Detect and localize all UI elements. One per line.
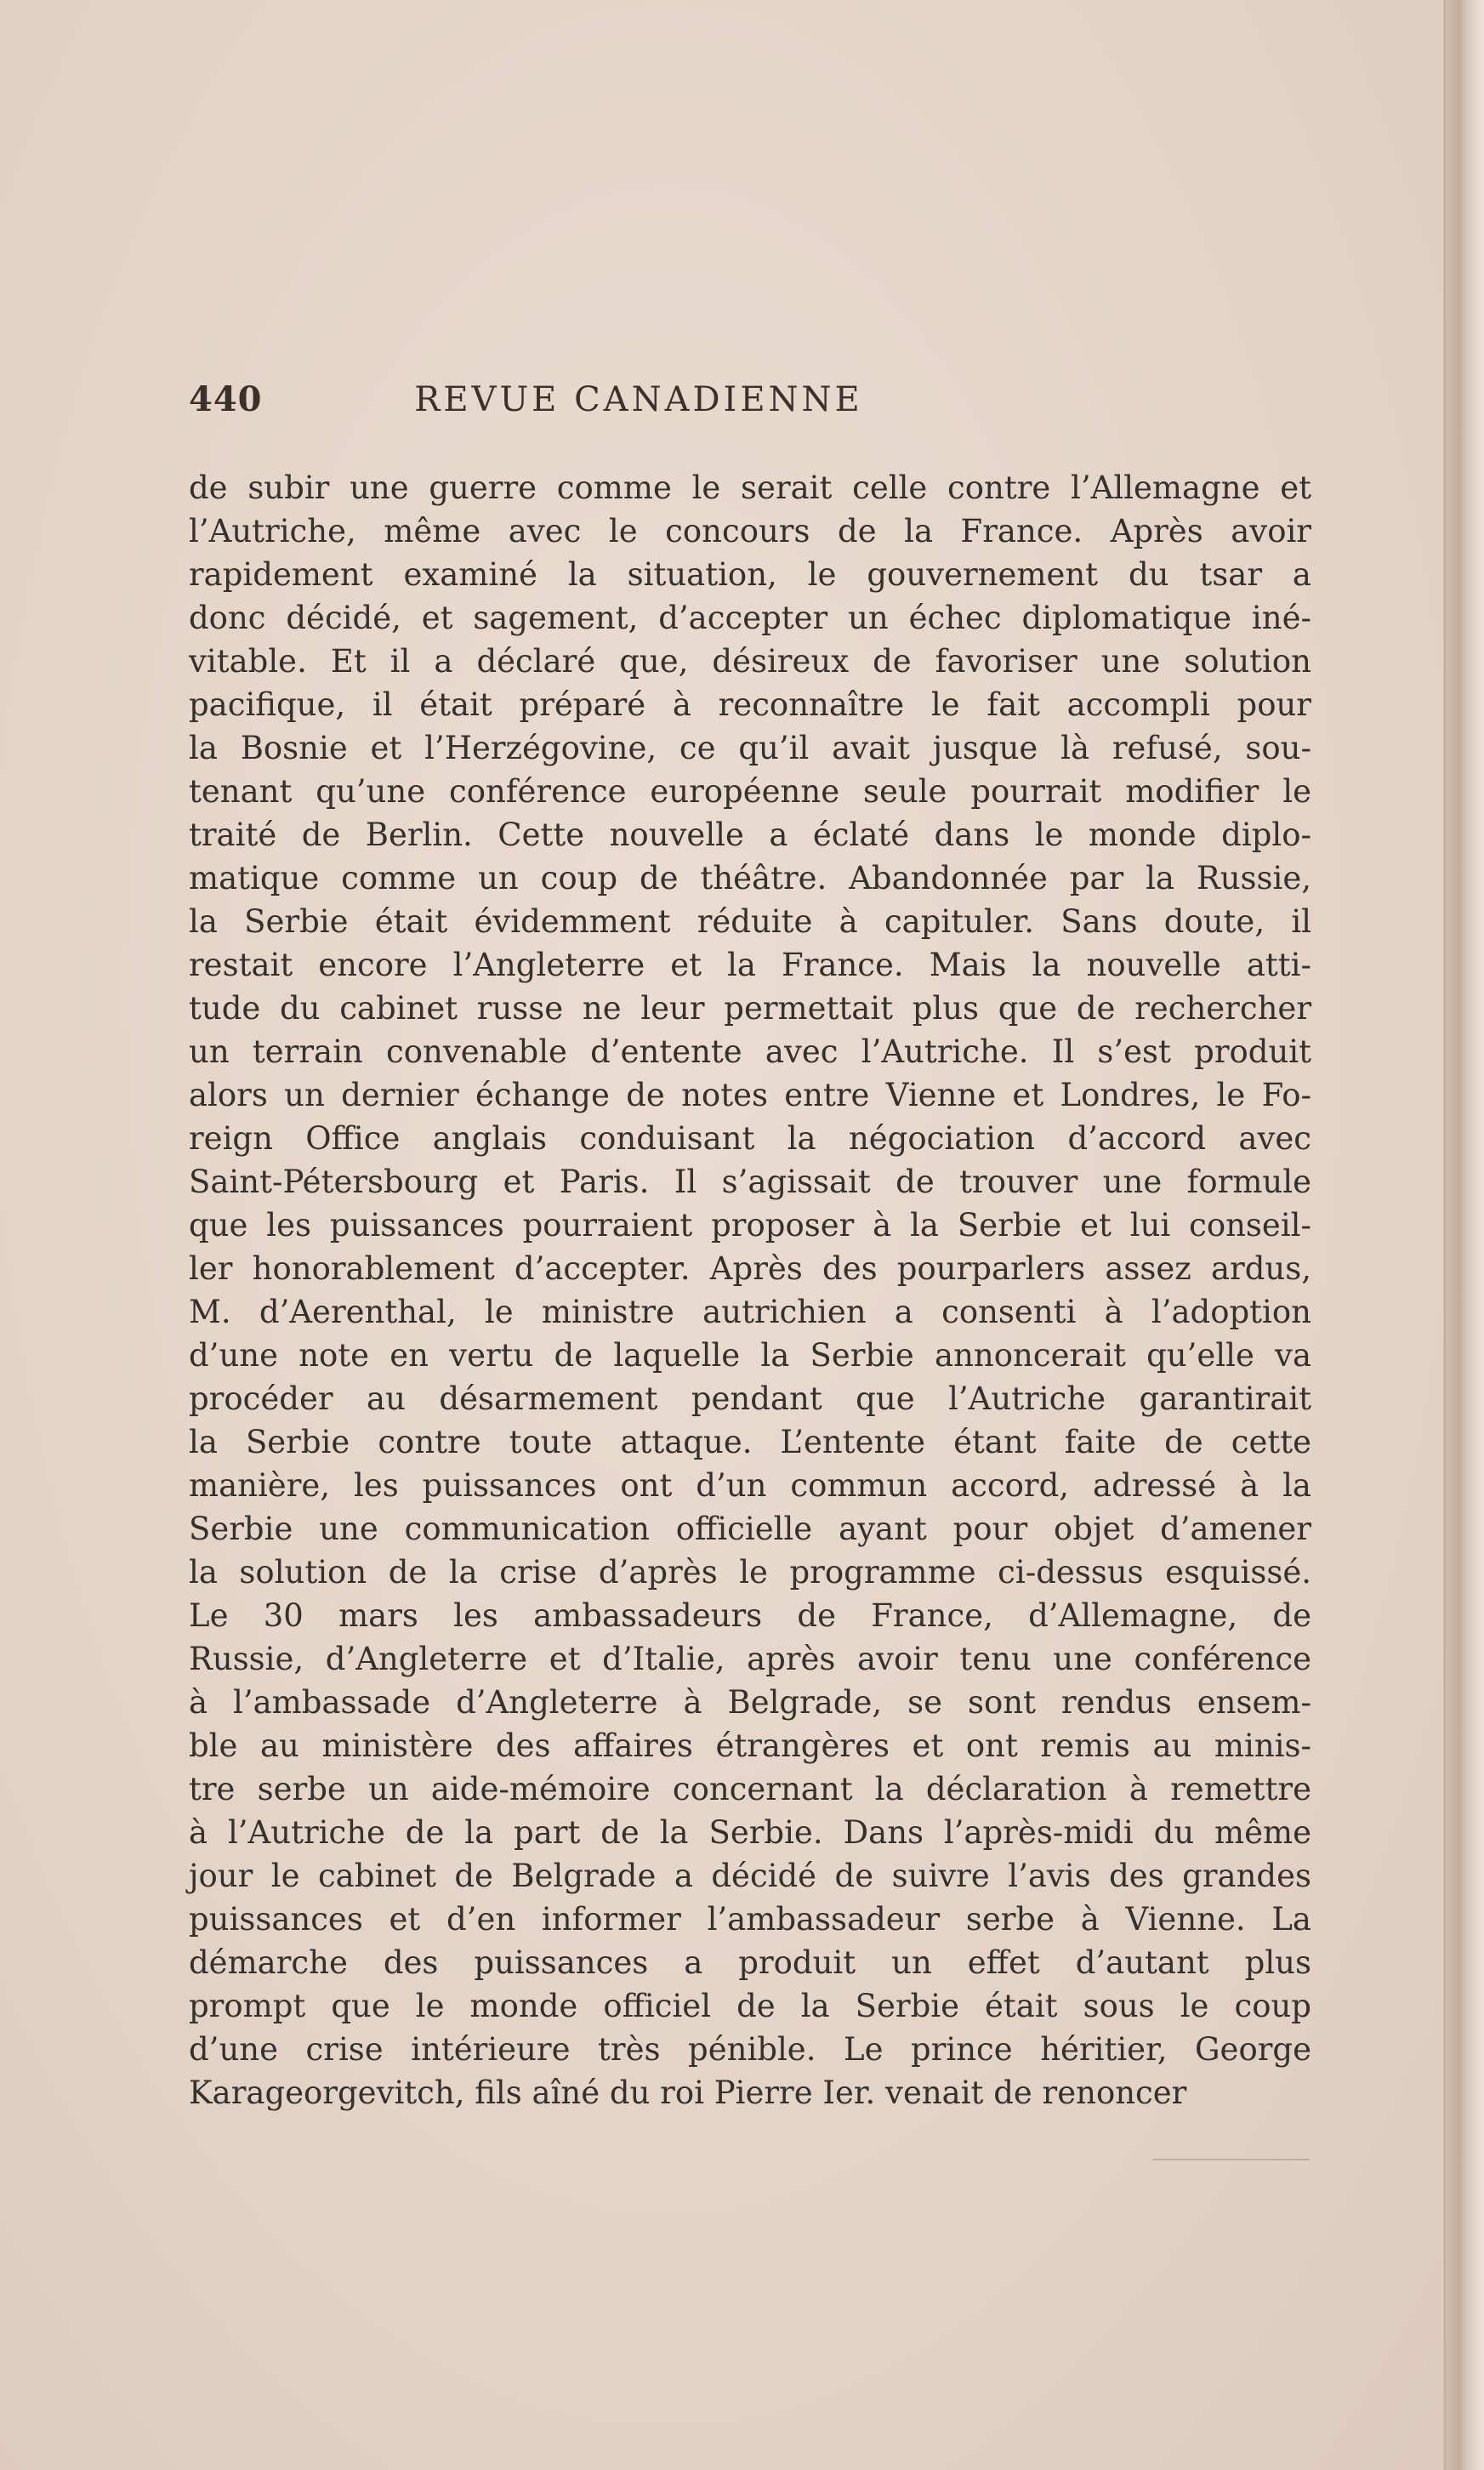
- page-edge-line: [1444, 0, 1446, 2470]
- text-line: la solution de la crise d’après le programme ci-dessus esquissé.: [189, 1554, 1311, 1591]
- page-edge-shadow: [1443, 0, 1484, 2470]
- text-line: restait encore l’Angleterre et la France. Mais la nouvelle atti-: [189, 947, 1311, 983]
- text-line: la Bosnie et l’Herzégovine, ce qu’il avait jusque là refusé, sou-: [189, 730, 1311, 766]
- text-line: traité de Berlin. Cette nouvelle a éclaté dans le monde diplo-: [189, 817, 1311, 853]
- text-line: tre serbe un aide-mémoire concernant la déclaration à remettre: [189, 1771, 1311, 1807]
- text-line: matique comme un coup de théâtre. Abandonnée par la Russie,: [189, 860, 1311, 896]
- text-line: la Serbie contre toute attaque. L’entente étant faite de cette: [189, 1424, 1311, 1460]
- text-line: jour le cabinet de Belgrade a décidé de suivre l’avis des grandes: [189, 1858, 1311, 1894]
- text-line: la Serbie était évidemment réduite à capituler. Sans doute, il: [189, 903, 1311, 940]
- body-text: [189, 466, 1311, 2114]
- text-line: tenant qu’une conférence européenne seule pourrait modifier le: [189, 773, 1311, 810]
- text-line: vitable. Et il a déclaré que, désireux de favoriser une solution: [189, 643, 1311, 680]
- text-line: de subir une guerre comme le serait celle contre l’Allemagne et: [189, 470, 1311, 506]
- text-line: ble au ministère des affaires étrangères et ont remis au minis-: [189, 1727, 1311, 1764]
- text-line: procéder au désarmement pendant que l’Autriche garantirait: [189, 1380, 1311, 1417]
- text-line: un terrain convenable d’entente avec l’Autriche. Il s’est produit: [189, 1033, 1311, 1070]
- text-line: pacifique, il était préparé à reconnaître le fait accompli pour: [189, 686, 1311, 723]
- text-line: puissances et d’en informer l’ambassadeur serbe à Vienne. La: [189, 1901, 1311, 1938]
- text-line: démarche des puissances a produit un effet d’autant plus: [189, 1944, 1311, 1981]
- running-head: [189, 373, 978, 427]
- text-line: manière, les puissances ont d’un commun accord, adressé à la: [189, 1467, 1311, 1504]
- text-line: Karageorgevitch, fils aîné du roi Pierre Ier. venait de renoncer: [189, 2074, 1187, 2111]
- text-line: Le 30 mars les ambassadeurs de France, d’Allemagne, de: [189, 1597, 1311, 1634]
- print-mark: [1152, 2150, 1310, 2160]
- text-line: Saint-Pétersbourg et Paris. Il s’agissait de trouver une formule: [189, 1164, 1311, 1200]
- text-line: à l’Autriche de la part de la Serbie. Dans l’après-midi du même: [189, 1814, 1311, 1851]
- text-line: donc décidé, et sagement, d’accepter un échec diplomatique iné-: [189, 600, 1311, 636]
- text-line: tude du cabinet russe ne leur permettait plus que de rechercher: [189, 990, 1311, 1027]
- text-line: que les puissances pourraient proposer à la Serbie et lui conseil-: [189, 1207, 1311, 1244]
- text-line: prompt que le monde officiel de la Serbie était sous le coup: [189, 1988, 1311, 2024]
- text-line: l’Autriche, même avec le concours de la France. Après avoir: [189, 513, 1311, 549]
- text-line: Russie, d’Angleterre et d’Italie, après avoir tenu une conférence: [189, 1641, 1311, 1677]
- text-line: alors un dernier échange de notes entre Vienne et Londres, le Fo-: [189, 1077, 1311, 1113]
- text-line: rapidement examiné la situation, le gouvernement du tsar a: [189, 556, 1311, 593]
- journal-title: REVUE CANADIENNE: [414, 380, 863, 419]
- text-line: ler honorablement d’accepter. Après des pourparlers assez ardus,: [189, 1250, 1311, 1287]
- text-line: reign Office anglais conduisant la négociation d’accord avec: [189, 1120, 1311, 1157]
- page-number: 440: [189, 379, 263, 419]
- text-line: Serbie une communication officielle ayant pour objet d’amener: [189, 1511, 1311, 1547]
- text-line: d’une crise intérieure très pénible. Le prince héritier, George: [189, 2031, 1311, 2068]
- text-line: à l’ambassade d’Angleterre à Belgrade, se sont rendus ensem-: [189, 1684, 1311, 1721]
- text-line: M. d’Aerenthal, le ministre autrichien a consenti à l’adoption: [189, 1294, 1311, 1330]
- text-line: d’une note en vertu de laquelle la Serbie annoncerait qu’elle va: [189, 1337, 1311, 1374]
